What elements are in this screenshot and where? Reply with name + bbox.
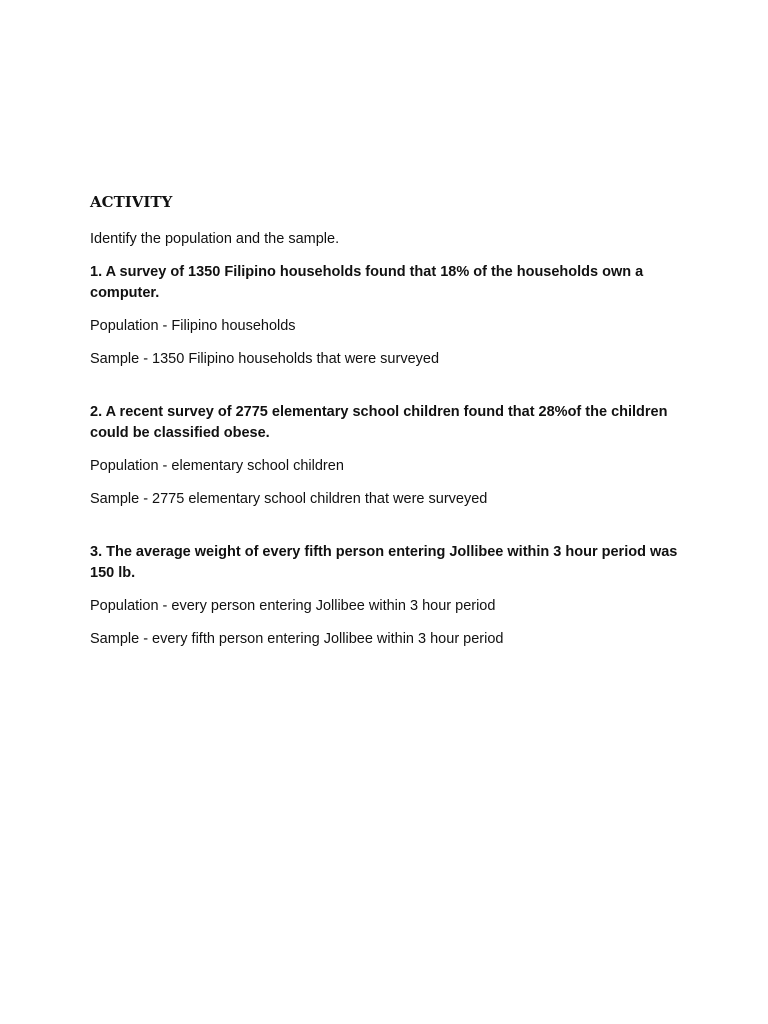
activity-heading: ACTIVITY bbox=[90, 193, 173, 211]
sample-answer: Sample - 1350 Filipino households that were surveyed bbox=[90, 351, 440, 367]
instruction-text: Identify the population and the sample. bbox=[90, 231, 340, 247]
question-item-3 bbox=[90, 542, 680, 649]
sample-answer: Sample - every fifth person entering Jollibee within 3 hour period bbox=[90, 631, 504, 647]
question-item-1 bbox=[90, 262, 680, 369]
question-text: 2. A recent survey of 2775 elementary school children found that 28%of the children could be classified obese. bbox=[90, 404, 668, 441]
population-answer: Population - elementary school children bbox=[90, 458, 344, 474]
document-page bbox=[90, 192, 680, 662]
population-answer: Population - every person entering Jollibee within 3 hour period bbox=[90, 598, 496, 614]
question-item-2 bbox=[90, 402, 680, 509]
population-answer: Population - Filipino households bbox=[90, 318, 296, 334]
question-text: 3. The average weight of every fifth person entering Jollibee within 3 hour period was 150 lb. bbox=[90, 544, 678, 581]
sample-answer: Sample - 2775 elementary school children that were surveyed bbox=[90, 491, 488, 507]
question-text: 1. A survey of 1350 Filipino households found that 18% of the households own a computer. bbox=[90, 264, 644, 301]
